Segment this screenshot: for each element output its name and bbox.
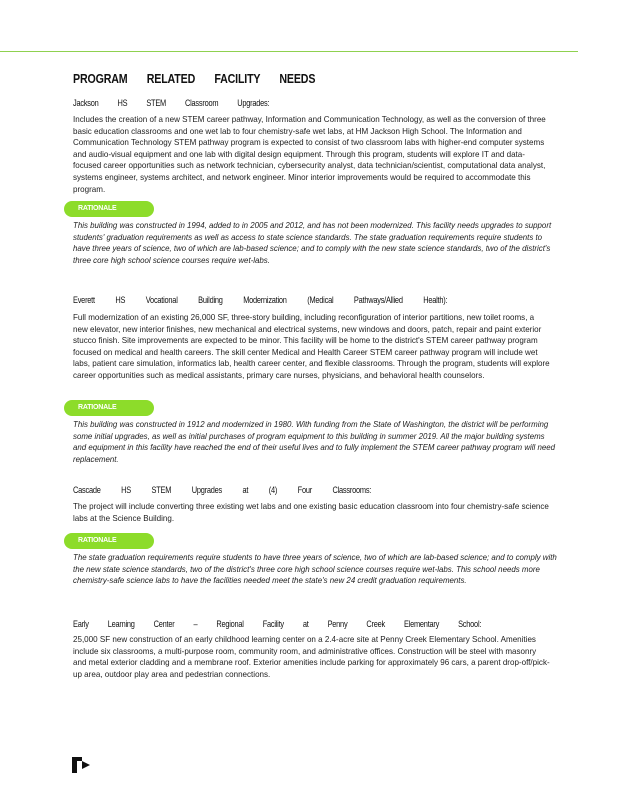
project-body-cascade: The project will include converting three existing wet labs and one existing basic education classroom into four chemistry-safe science labs at the Science Building.: [73, 502, 549, 523]
rationale-badge: RATIONALE: [64, 201, 154, 217]
rationale-text-jackson: This building was constructed in 1994, added to in 2005 and 2012, and has not been modernized. This facility needs upgrades to support students' graduation requirements as well as access to state science standards. The state graduation requirements require students to have three years of science, two of which are lab-based science; and to comply with the new state science standards, two of the district's three core high school science courses require wet-labs.: [73, 221, 552, 265]
project-heading-early-learning: Early Learning Center – Regional Facility at Penny Creek Elementary School:: [73, 619, 482, 630]
project-body-jackson: Includes the creation of a new STEM career pathway, Information and Communication Technology, as well as the conversion of three basic education classrooms and one wet lab to four chemistry-safe wet labs, at HM Jackson High School. The Information and Communication Technology STEM pathway program is expected to consist of two classroom labs with higher-end computer systems and audio-visual equipment and one lab with digital design equipment. Through this program, students will explore IT and data-focused career opportunities such as network technician, cybersecurity analyst, data technician/scientist, computational data analyst, systems engineer, systems architect, and network engineer. Minor interior improvements would be required to accommodate this program.: [73, 115, 546, 194]
project-heading-everett: Everett HS Vocational Building Modernization (Medical Pathways/Allied Health):: [73, 295, 448, 306]
page-title: PROGRAM RELATED FACILITY NEEDS: [73, 71, 316, 86]
rationale-badge: RATIONALE: [64, 533, 154, 549]
project-body-everett: Full modernization of an existing 26,000 SF, three-story building, including reconfiguration of interior partitions, new toilet rooms, a new elevator, new interior finishes, new mechanical and electrical systems, new windows and doors, patch, repair and paint exterior stucco finish. Site improvements are expected to be minor. This facility will be home to the district's STEM career pathway program focused on medical and health careers. The skill center Medical and Health Career STEM career pathway program will include wet labs, patient care simulation, informatics lab, health career center, and flexible classrooms. Through the program, students will explore career opportunities such as medical assistants, primary care nurses, physicians, and behavioral health counselors.: [73, 313, 550, 380]
top-rule: [0, 51, 578, 52]
rationale-badge: RATIONALE: [64, 400, 154, 416]
project-heading-jackson: Jackson HS STEM Classroom Upgrades:: [73, 98, 270, 109]
page-corner-mark-icon: [70, 755, 92, 775]
project-body-early-learning: 25,000 SF new construction of an early childhood learning center on a 2.4-acre site at Penny Creek Elementary School. Amenities include six classrooms, a multi-purpose room, community room, and administrative offices. Construction will be steel with masonry and metal exterior cladding and a membrane roof. Exterior amenities include parking for approximately 96 cars, a parent drop-off/pick-up area, outdoor play area and pedestrian connections.: [73, 635, 550, 679]
rationale-text-cascade: The state graduation requirements require students to have three years of science, two of which are lab-based science; and to comply with the new state science standards, two of the district's three core high school science courses require wet-labs. This school needs more chemistry-safe science labs to have the facilities needed meet the state's new 24 credit graduation requirements.: [73, 553, 557, 585]
project-heading-cascade: Cascade HS STEM Upgrades at (4) Four Classrooms:: [73, 485, 372, 496]
rationale-text-everett: This building was constructed in 1912 and modernized in 1980. With funding from the State of Washington, the district will be performing some initial upgrades, as well as initial purchases of program equipment to this building in summer 2019. All the major building systems and equipment in this facility have reached the end of their useful lives and to fully implement the STEM career pathway program will need replacement.: [73, 420, 556, 464]
